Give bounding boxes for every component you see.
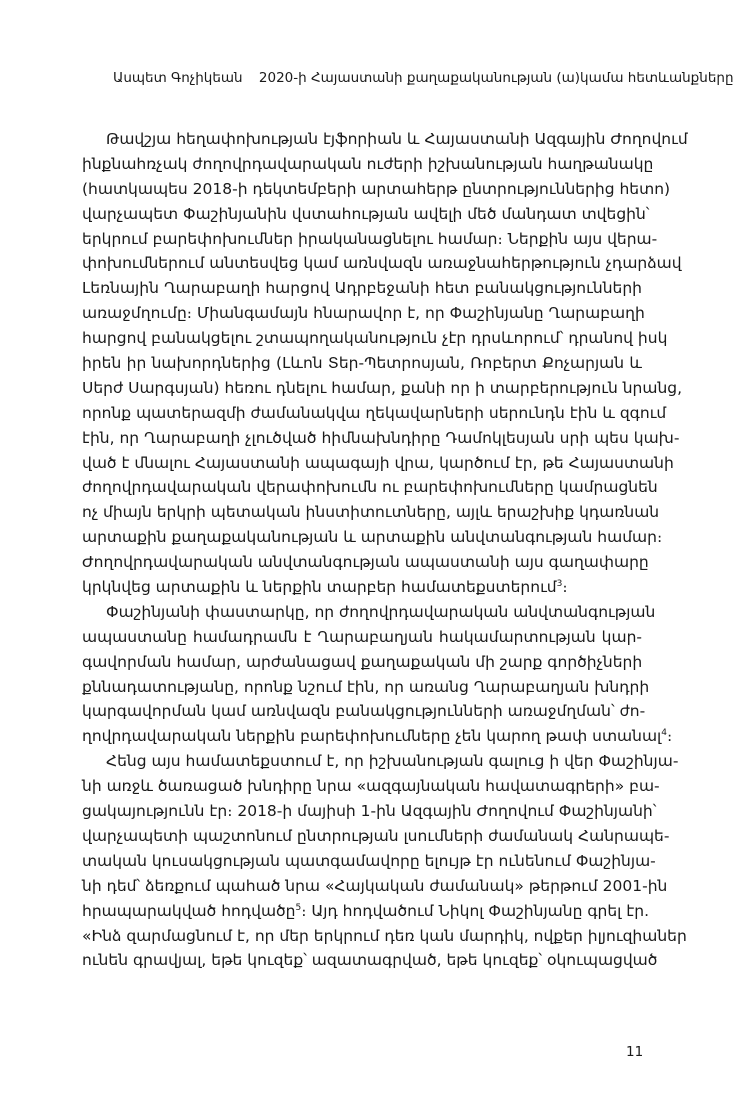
line-text: ինքնահռչակ ժողովրդավարական ուժերի իշխանության հաղթանակը [82, 154, 654, 173]
line-text: Թավշյա հեղափոխության էյֆորիան և Հայաստանի Ազգային Ժողովում [106, 130, 688, 148]
line-text: փոխումներում անտեսվեց կամ առնվազն առաջնահերթություն չդարձավ [82, 254, 682, 273]
text-line [82, 550, 649, 575]
line-text: Լեռնային Ղարաբաղի հարցով Ադրբեջանի հետ բանակցությունների [82, 279, 642, 298]
text-line [82, 625, 642, 650]
text-line [82, 500, 660, 525]
running-header [113, 70, 734, 86]
line-text: «Ինձ զարմացնում է, որ մեր երկրում դեռ կան մարդիկ, ովքեր իլյուզիաներ [82, 926, 687, 945]
footnote-ref: 3 [556, 579, 563, 590]
text-line [82, 475, 658, 500]
footnote-ref: 5 [295, 902, 302, 913]
text-line [82, 227, 658, 252]
text-line [82, 177, 671, 202]
line-text: ցակայությունն էր։ 2018-ի մայիսի 1-ին Ազգային Ժողովում Փաշինյանի՝ [82, 802, 657, 821]
text-line [82, 451, 674, 476]
text-line [82, 650, 642, 675]
line-text: հրապարակված հոդվածը [82, 901, 296, 920]
text-line [82, 575, 642, 600]
line-text-end: ։ [667, 727, 673, 746]
line-text: ունեն գրավյալ, եթե կուզեք՝ ազատագրված, եթե կուզեք՝ օկուպացված [82, 951, 658, 970]
text-line [82, 699, 646, 724]
text-line [82, 600, 656, 625]
footnote-ref: 4 [661, 728, 667, 739]
body-text [82, 127, 688, 973]
line-text: առաջմղումը։ Միանգամայն հնարավոր է, որ Փաշինյանը Ղարաբաղի [82, 304, 645, 323]
line-text-end: ։ Այդ հոդվածում Նիկոլ Փաշինյանը գրել էր. [301, 901, 650, 920]
line-text: Ժողովրդավարական անվտանգության ապաստանի այս գաղափարը [82, 553, 649, 572]
line-text: արտաքին քաղաքականության և արտաքին անվտանգության համար։ [82, 528, 663, 547]
text-line [82, 276, 642, 301]
line-text: վարչապետի պաշտոնում ընտրության լսումների ժամանակ Հանրապե- [82, 826, 670, 845]
line-text: գավորման համար, արժանացավ քաղաքական մի շարք գործիչների [82, 652, 643, 671]
text-line [82, 749, 679, 774]
page-number: 11 [626, 1044, 644, 1060]
text-line [82, 924, 687, 949]
line-text: ոչ միայն երկրի պետական ինստիտուտները, այլև երաշխիք կդառնան [82, 503, 660, 522]
text-line [82, 351, 642, 376]
text-line [82, 824, 670, 849]
text-line [82, 401, 667, 426]
line-text: իրեն իր նախորդներից (Լևոն Տեր-Պետրոսյան, Ռոբերտ Քոչարյան և [82, 354, 642, 373]
line-text: նի դեմ՝ ձեռքում պահած նրա «Հայկական ժամանակ» թերթում 2001-ին [82, 876, 668, 895]
text-line [82, 525, 663, 550]
line-text: ապաստանը համադրամն է Ղարաբաղյան հակամարտության կար- [82, 627, 642, 646]
line-text: քննադատությանը, որոնք նշում էին, որ առանց Ղարաբաղյան խնդրի [82, 677, 650, 696]
line-text: Փաշինյանի փաստարկը, որ ժողովրդավարական անվտանգության [106, 602, 656, 621]
line-text: էին, որ Ղարաբաղի չլուծված հիմնախնդիրը Դամոկլեսյան սրի պես կախ- [82, 428, 680, 447]
text-line [82, 948, 658, 973]
text-line [82, 774, 660, 799]
header-author: Ասպետ Գոչիկեան [113, 70, 243, 86]
text-line [82, 899, 650, 924]
text-line [82, 675, 650, 700]
text-line [82, 152, 654, 177]
line-text: կրկնվեց արտաքին և ներքին տարբեր համատեքստերում [82, 578, 557, 597]
text-line [82, 251, 682, 276]
line-text: երկրում բարեփոխումներ իրականացնելու համար։ Ներքին այս վերա- [82, 229, 658, 248]
line-text-end: ։ [562, 578, 568, 597]
text-line [82, 724, 673, 749]
line-text: ված է մնալու Հայաստանի ապագայի վրա, կարծում էր, թե Հայաստանի [82, 453, 674, 472]
text-line [82, 426, 680, 451]
text-line [82, 301, 645, 326]
text-line [82, 326, 668, 351]
text-line [82, 376, 683, 401]
line-text: կարգավորման կամ առնվազն բանակցությունների առաջմղման՝ ժո- [82, 702, 646, 721]
line-text: նի առջև ծառացած խնդիրը նրա «ազգայնական հավատագրերի» բա- [82, 777, 660, 796]
line-text: Հենց այս համատեքստում է, որ իշխանության գալուց ի վեր Փաշինյա- [106, 752, 679, 771]
text-line [82, 849, 656, 874]
line-text: ժողովրդավարական վերափոխումն ու բարեփոխումները կամրացնեն [82, 478, 658, 497]
text-line [82, 799, 657, 824]
line-text: տական կուսակցության պատգամավորը ելույթ էր ունենում Փաշինյա- [82, 851, 656, 870]
line-text: որոնք պատերազմի ժամանակվա ղեկավարների սերունդն էին և զգում [82, 403, 667, 422]
line-text: ղովրդավարական ներքին բարեփոխումները չեն կարող թափ ստանալ [82, 727, 662, 746]
text-line [82, 874, 668, 899]
line-text: վարչապետ Փաշինյանին վստահության ավելի մեծ մանդատ տվեցին՝ [82, 204, 650, 223]
line-text: հարցով բանակցելու շտապողականություն չէր դրսևորում՝ դրանով իսկ [82, 329, 668, 348]
text-line [82, 127, 688, 152]
line-text: Սերժ Սարգսյան) հեռու դնելու համար, քանի որ ի տարբերություն նրանց, [82, 378, 683, 397]
line-text: (հատկապես 2018-ի դեկտեմբերի արտահերթ ընտրություններից հետո) [82, 179, 671, 198]
header-title: 2020-ի Հայաստանի քաղաքականության (ա)կամա հետևանքները [258, 70, 734, 86]
text-line [82, 202, 650, 227]
